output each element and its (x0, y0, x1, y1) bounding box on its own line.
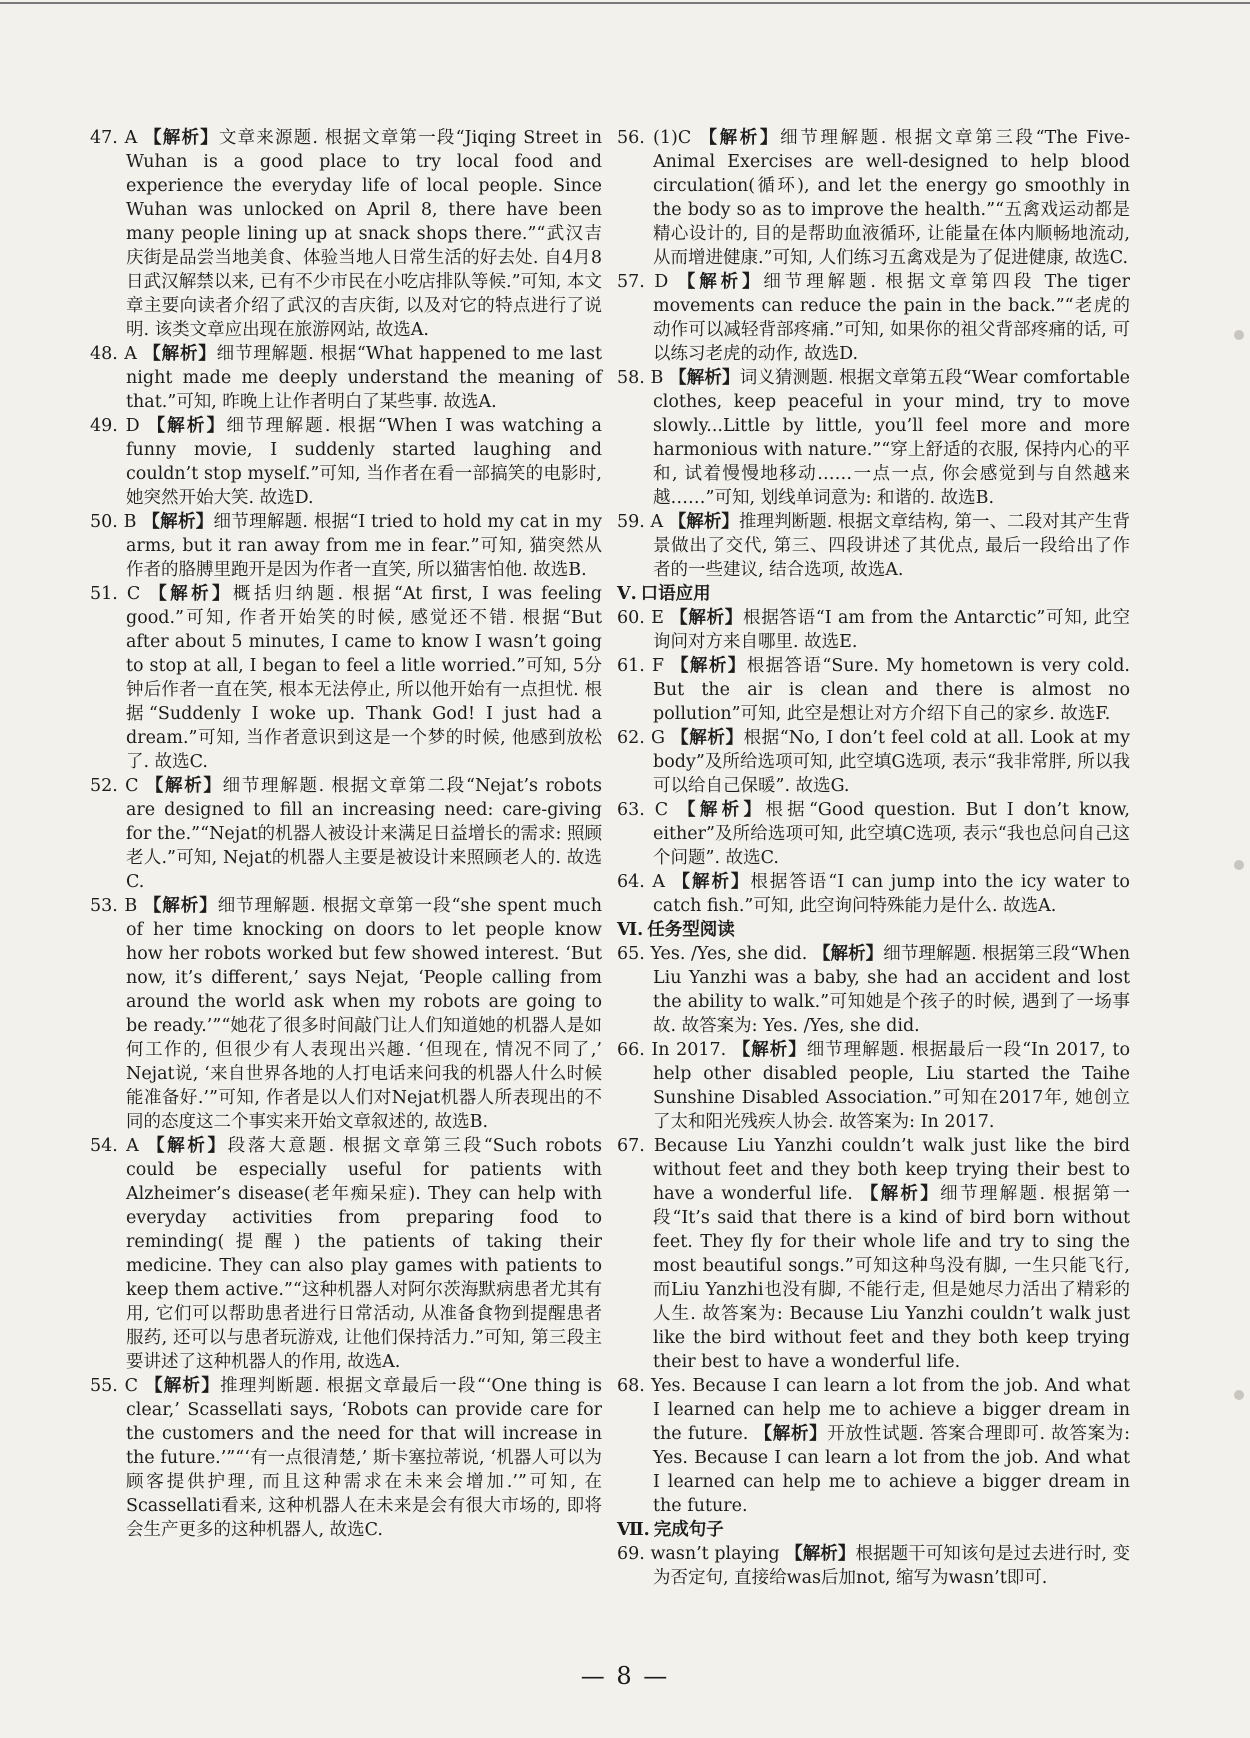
analysis-text: 根据答语“Sure. My hometown is very cold. But the air is clean and there is almost no pollution”可知, 此空是想让对方介绍下自己的家乡. 故选F. (653, 656, 1130, 724)
answer-item (617, 1038, 1130, 1134)
analysis-tag: 【解析】 (143, 344, 217, 364)
analysis-tag: 【解析】 (670, 656, 747, 676)
answer-item (90, 126, 602, 342)
answer-key: 60. E (617, 608, 664, 628)
section-number: Ⅴ. (617, 584, 637, 604)
analysis-text: 细节理解题. 根据第一段“It’s said that there is a kind of bird born without feet. They fly for their whole life and try to sing the most beautiful songs.”可知这种鸟没有脚, 一生只能飞行, 而Liu Yanzhi也没有脚, 不能行走, 但是她尽力活出了精彩的人生. 故答案为: Because Liu Yanzhi couldn’t walk just like the bird without feet and they both keep trying their best to have a wonderful life. (653, 1184, 1130, 1372)
answer-item (617, 942, 1130, 1038)
answer-item (617, 606, 1130, 654)
answer-key: 56. (1)C (617, 128, 692, 148)
analysis-text: 细节理解题. 根据文章第二段“Nejat’s robots are designed to fill an increasing need: care-giving for the.”“Nejat的机器人被设计来满足日益增长的需求: 照顾老人.”可知, Nejat的机器人主要是被设计来照顾老人的. 故选C. (126, 776, 602, 892)
answer-key: 58. B (617, 368, 664, 388)
analysis-text: 根据题干可知该句是过去进行时, 变为否定句, 直接给was后加not, 缩写为wasn’t即可. (653, 1544, 1131, 1588)
section-title: 完成句子 (653, 1520, 724, 1540)
right-column (617, 126, 1130, 1590)
answer-item (90, 894, 602, 1134)
analysis-tag: 【解析】 (143, 896, 218, 916)
answer-item (617, 726, 1130, 798)
section-heading (617, 918, 1130, 942)
answer-key: 67. Because Liu Yanzhi couldn’t walk just like the bird without feet and they both keep trying their best to have a wonderful life. (617, 1136, 1130, 1204)
analysis-text: 细节理解题. 根据“What happened to me last night made me deeply understand the meaning of that.”可知, 昨晚上让作者明白了某些事. 故选A. (126, 344, 602, 412)
analysis-tag: 【解析】 (668, 512, 739, 532)
analysis-text: 段落大意题. 根据文章第三段“Such robots could be especially useful for patients with Alzheimer’s disease(老年痴呆症). They can help with everyday activities from preparing food to reminding(提醒) the patients of taking their medicine. They can also play games with patients to keep them active.”“这种机器人对阿尔茨海默病患者尤其有用, 它们可以帮助患者进行日常活动, 从准备食物到提醒患者服药, 还可以与患者玩游戏, 让他们保持活力.”可知, 第三段主要讲述了这种机器人的作用, 故选A. (126, 1136, 602, 1372)
answer-key: 51. C (90, 584, 141, 604)
analysis-text: 根据“Good question. But I don’t know, either”及所给选项可知, 此空填C选项, 表示“我也总问自己这个问题”. 故选C. (653, 800, 1130, 868)
answer-key: 69. wasn’t playing (617, 1544, 780, 1564)
binding-hole (1234, 1390, 1244, 1400)
analysis-tag: 【解析】 (142, 512, 214, 532)
section-heading (617, 582, 1130, 606)
section-title: 口语应用 (640, 584, 711, 604)
answer-item (90, 342, 602, 414)
analysis-text: 细节理解题. 根据文章第三段“The Five-Animal Exercises are well-designed to help blood circulation(循环), and let the energy go smoothly in the body so as to improve the health.”“五禽戏运动都是精心设计的, 目的是帮助血液循环, 让能量在体内顺畅地流动, 从而增进健康.”可知, 人们练习五禽戏是为了促进健康, 故选C. (653, 128, 1130, 268)
analysis-tag: 【解析】 (670, 608, 743, 628)
answer-key: 52. C (90, 776, 139, 796)
answer-key: 66. In 2017. (617, 1040, 727, 1060)
analysis-text: 根据答语“I can jump into the icy water to catch fish.”可知, 此空询问特殊能力是什么. 故选A. (653, 872, 1130, 916)
analysis-text: 细节理解题. 根据文章第四段 The tiger movements can reduce the pain in the back.”“老虎的动作可以减轻背部疼痛.”可知, 如果你的祖父背部疼痛的话, 可以练习老虎的动作, 故选D. (653, 272, 1130, 364)
answer-key: 62. G (617, 728, 665, 748)
analysis-text: 词义猜测题. 根据文章第五段“Wear comfortable clothes, keep peaceful in your mind, try to move slowly...Little by little, you’ll feel more and more harmonious with nature.”“穿上舒适的衣服, 保持内心的平和, 试着慢慢地移动……一点一点, 你会感觉到与自然越来越……”可知, 划线单词意为: 和谐的. 故选B. (653, 368, 1130, 508)
binding-hole (1234, 330, 1244, 340)
section-title: 任务型阅读 (647, 920, 735, 940)
page-number: — 8 — (580, 1662, 670, 1690)
analysis-text: 细节理解题. 根据最后一段“In 2017, to help other disabled people, Liu started the Taihe Sunshine Disabled Association.”可知在2017年, 她创立了太和阳光残疾人协会. 故答案为: In 2017. (653, 1040, 1130, 1132)
answer-key: 48. A (90, 344, 137, 364)
answer-item (90, 414, 602, 510)
answer-key: 47. A (90, 128, 138, 148)
analysis-text: 细节理解题. 根据“When I was watching a funny movie, I suddenly started laughing and couldn’t stop myself.”可知, 当作者在看一部搞笑的电影时, 她突然开始大笑. 故选D. (126, 416, 602, 508)
analysis-text: 概括归纳题. 根据“At first, I was feeling good.”可知, 作者开始笑的时候, 感觉还不错. 根据“But after about 5 minutes, I came to know I wasn’t going to stop at all, I began to feel a litle worried.”可知, 5分钟后作者一直在笑, 根本无法停止, 所以他开始有一点担忧. 根据“Suddenly I woke up. Thank God! I just had a dream.”可知, 当作者意识到这是一个梦的时候, 他感到放松了. 故选C. (126, 584, 602, 772)
answer-item (90, 510, 602, 582)
answer-item (617, 1374, 1130, 1518)
analysis-tag: 【解析】 (677, 272, 764, 292)
answer-item (617, 270, 1130, 366)
answer-item (617, 798, 1130, 870)
analysis-tag: 【解析】 (144, 1376, 221, 1396)
answer-key: 54. A (90, 1136, 139, 1156)
top-rule (0, 2, 1250, 4)
answer-item (617, 1542, 1130, 1590)
analysis-text: 推理判断题. 根据文章最后一段“‘One thing is clear,’ Scassellati says, ‘Robots can provide care for the customers and the need for that will increase in the future.’”“‘有一点很清楚,’ 斯卡塞拉蒂说, ‘机器人可以为顾客提供护理, 而且这种需求在未来会增加.’”可知, 在Scassellati看来, 这种机器人在未来是会有很大市场的, 即将会生产更多的这种机器人, 故选C. (126, 1376, 602, 1540)
analysis-tag: 【解析】 (812, 944, 884, 964)
analysis-text: 开放性试题. 答案合理即可. 故答案为: Yes. Because I can learn a lot from the job. And what I learned can help me to achieve a bigger dream in the future. (653, 1424, 1130, 1516)
analysis-tag: 【解析】 (149, 584, 233, 604)
section-heading (617, 1518, 1130, 1542)
analysis-text: 细节理解题. 根据文章第一段“she spent much of her time knocking on doors to let people know how her robots worked but few showed interest. ‘But now, it’s different,’ says Nejat, ‘People calling from around the world ask when my robots are going to be ready.’”“她花了很多时间敲门让人们知道她的机器人是如何工作的, 但很少有人表现出兴趣. ‘但现在, 情况不同了,’ Nejat说, ‘来自世界各地的人打电话来问我的机器人什么时候能准备好.’”可知, 作者是以人们对Nejat机器人所表现出的不同的态度这二个事实来开始文章叙述的, 故选B. (126, 896, 602, 1132)
analysis-tag: 【解析】 (147, 416, 227, 436)
analysis-text: 根据“No, I don’t feel cold at all. Look at my body”及所给选项可知, 此空填G选项, 表示“我非常胖, 所以我可以给自己保暖”. 故选G. (653, 728, 1130, 796)
answer-key: 65. Yes. /Yes, she did. (617, 944, 808, 964)
answer-key: 57. D (617, 272, 669, 292)
analysis-tag: 【解析】 (699, 128, 781, 148)
binding-holes (1230, 0, 1244, 1738)
analysis-tag: 【解析】 (732, 1040, 807, 1060)
answer-key: 63. C (617, 800, 669, 820)
answer-item (90, 1374, 602, 1542)
analysis-tag: 【解析】 (785, 1544, 856, 1564)
answer-key: 61. F (617, 656, 664, 676)
answer-item (617, 654, 1130, 726)
answer-item (90, 1134, 602, 1374)
analysis-text: 根据答语“I am from the Antarctic”可知, 此空询问对方来自哪里. 故选E. (653, 608, 1130, 652)
analysis-tag: 【解析】 (145, 776, 223, 796)
analysis-tag: 【解析】 (754, 1424, 828, 1444)
answer-key: 68. Yes. Because I can learn a lot from the job. And what I learned can help me to achieve a bigger dream in the future. (617, 1376, 1130, 1444)
answer-key: 59. A (617, 512, 664, 532)
answer-key: 49. D (90, 416, 140, 436)
answer-item (617, 126, 1130, 270)
analysis-text: 细节理解题. 根据第三段“When Liu Yanzhi was a baby, she had an accident and lost the ability to walk.”可知她是个孩子的时候, 遇到了一场事故. 故答案为: Yes. /Yes, she did. (653, 944, 1130, 1036)
section-number: Ⅶ. (617, 1520, 650, 1540)
analysis-tag: 【解析】 (669, 368, 740, 388)
answer-key: 55. C (90, 1376, 139, 1396)
analysis-text: 文章来源题. 根据文章第一段“Jiqing Street in Wuhan is a good place to try local food and experience the everyday life of local people. Since Wuhan was unlocked on April 8, there have been many people lining up at snack shops there.”“武汉吉庆街是品尝当地美食、体验当地人日常生活的好去处. 自4月8日武汉解禁以来, 已有不少市民在小吃店排队等候.”可知, 本文章主要向读者介绍了武汉的吉庆街, 以及对它的特点进行了说明. 该类文章应出现在旅游网站, 故选A. (126, 128, 602, 340)
analysis-tag: 【解析】 (672, 872, 751, 892)
answer-item (617, 510, 1130, 582)
analysis-text: 推理判断题. 根据文章结构, 第一、二段对其产生背景做出了交代, 第三、四段讲述了其优点, 最后一段给出了作者的一些建议, 结合选项, 故选A. (653, 512, 1130, 580)
analysis-text: 细节理解题. 根据“I tried to hold my cat in my arms, but it ran away from me in fear.”可知, 猫突然从作者的胳膊里跑开是因为作者一直笑, 所以猫害怕他. 故选B. (126, 512, 602, 580)
left-column (90, 126, 602, 1542)
analysis-tag: 【解析】 (860, 1184, 941, 1204)
analysis-tag: 【解析】 (147, 1136, 228, 1156)
answer-key: 64. A (617, 872, 665, 892)
binding-hole (1234, 860, 1244, 870)
analysis-tag: 【解析】 (671, 728, 744, 748)
answer-item (90, 774, 602, 894)
answer-item (617, 366, 1130, 510)
answer-item (617, 870, 1130, 918)
answer-item (617, 1134, 1130, 1374)
answer-key: 50. B (90, 512, 137, 532)
analysis-tag: 【解析】 (678, 800, 766, 820)
section-number: Ⅵ. (617, 920, 644, 940)
answer-key: 53. B (90, 896, 138, 916)
analysis-tag: 【解析】 (144, 128, 219, 148)
answer-item (90, 582, 602, 774)
